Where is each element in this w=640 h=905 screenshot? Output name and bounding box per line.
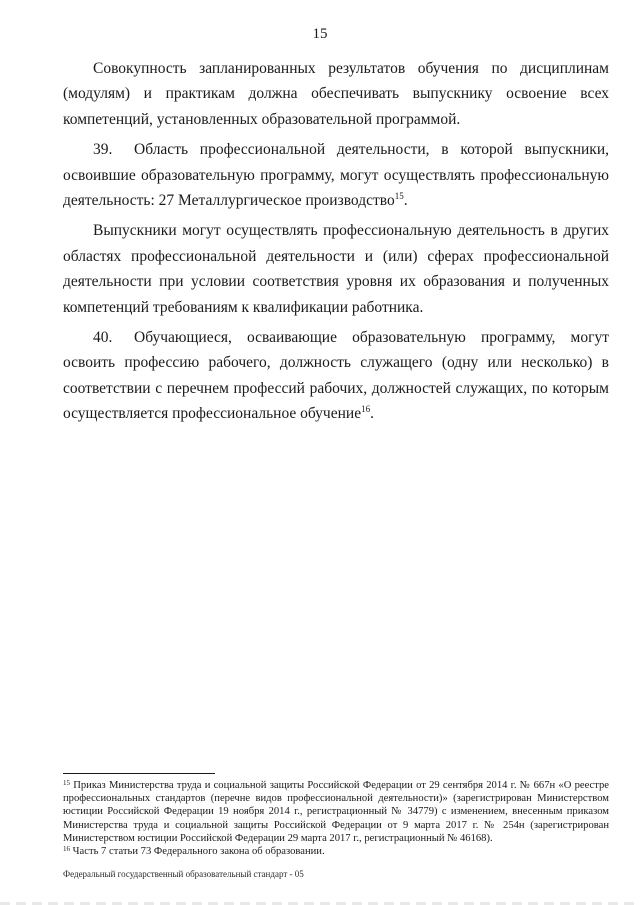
paragraph-tail: . (403, 192, 408, 210)
footnote-mark: 15 (63, 779, 70, 787)
paragraph-learning-outcomes: Совокупность запланированных результатов обучения по дисциплинам (модулям) и практикам должна обеспечивать выпускнику освоение всех компетенций, установленных образовательной программой. (63, 60, 609, 128)
footnote-mark: 16 (63, 845, 70, 854)
footnotes-section (63, 779, 609, 858)
paragraph-text: Обучающиеся, осваивающие образовательную программу, могут освоить профессию рабочего, должность служащего (одну или несколько) в соответствии с перечнем профессий рабочих, должностей служащих, по которым осуществляется профессиональное обучение (63, 329, 609, 423)
footnote-divider (63, 773, 215, 774)
page-number: 15 (312, 26, 328, 42)
paragraph-number: 40. (93, 329, 113, 347)
footnote-16 (63, 845, 609, 858)
footnote-15 (63, 779, 609, 845)
paragraph-tail: . (370, 405, 374, 423)
paragraph-39 (63, 137, 609, 213)
footnote-reference-15[interactable]: 15 (394, 191, 404, 202)
paragraph-number: 39. (93, 141, 113, 159)
page-footer: Федеральный государственный образовательный стандарт - 05 (63, 869, 304, 879)
paragraph-text: Область профессиональной деятельности, в которой выпускники, освоившие образовательную программу, могут осуществлять профессиональную деятельность: 27 Металлургическое производство (63, 141, 609, 210)
document-body (63, 56, 609, 432)
paragraph-40 (63, 325, 609, 427)
footnote-text: Часть 7 статьи 73 Федерального закона об образовании. (72, 846, 325, 858)
footnote-text: Приказ Министерства труда и социальной защиты Российской Федерации от 29 сентября 2014 г. № 667н «О реестре профессиональных стандартов (перечне видов профессиональной деятельности)» (зарегистрирован Министерством юстиции Российской Федерации 19 ноября 2014 г., регистрационный № 34779) с изменением, внесенным приказом Министерства труда и социальной защиты Российской Федерации от 9 марта 2017 г. № 254н (зарегистрирован Министерством юстиции Российской Федерации 29 марта 2017 г., регистрационный № 46168). (63, 780, 609, 844)
footnote-reference-16[interactable]: 16 (361, 404, 371, 415)
paragraph-other-areas: Выпускники могут осуществлять профессиональную деятельность в других областях профессиональной деятельности и (или) сферах профессиональной деятельности при условии соответствия уровня их образования и полученных компетенций требованиям к квалификации работника. (63, 222, 609, 316)
